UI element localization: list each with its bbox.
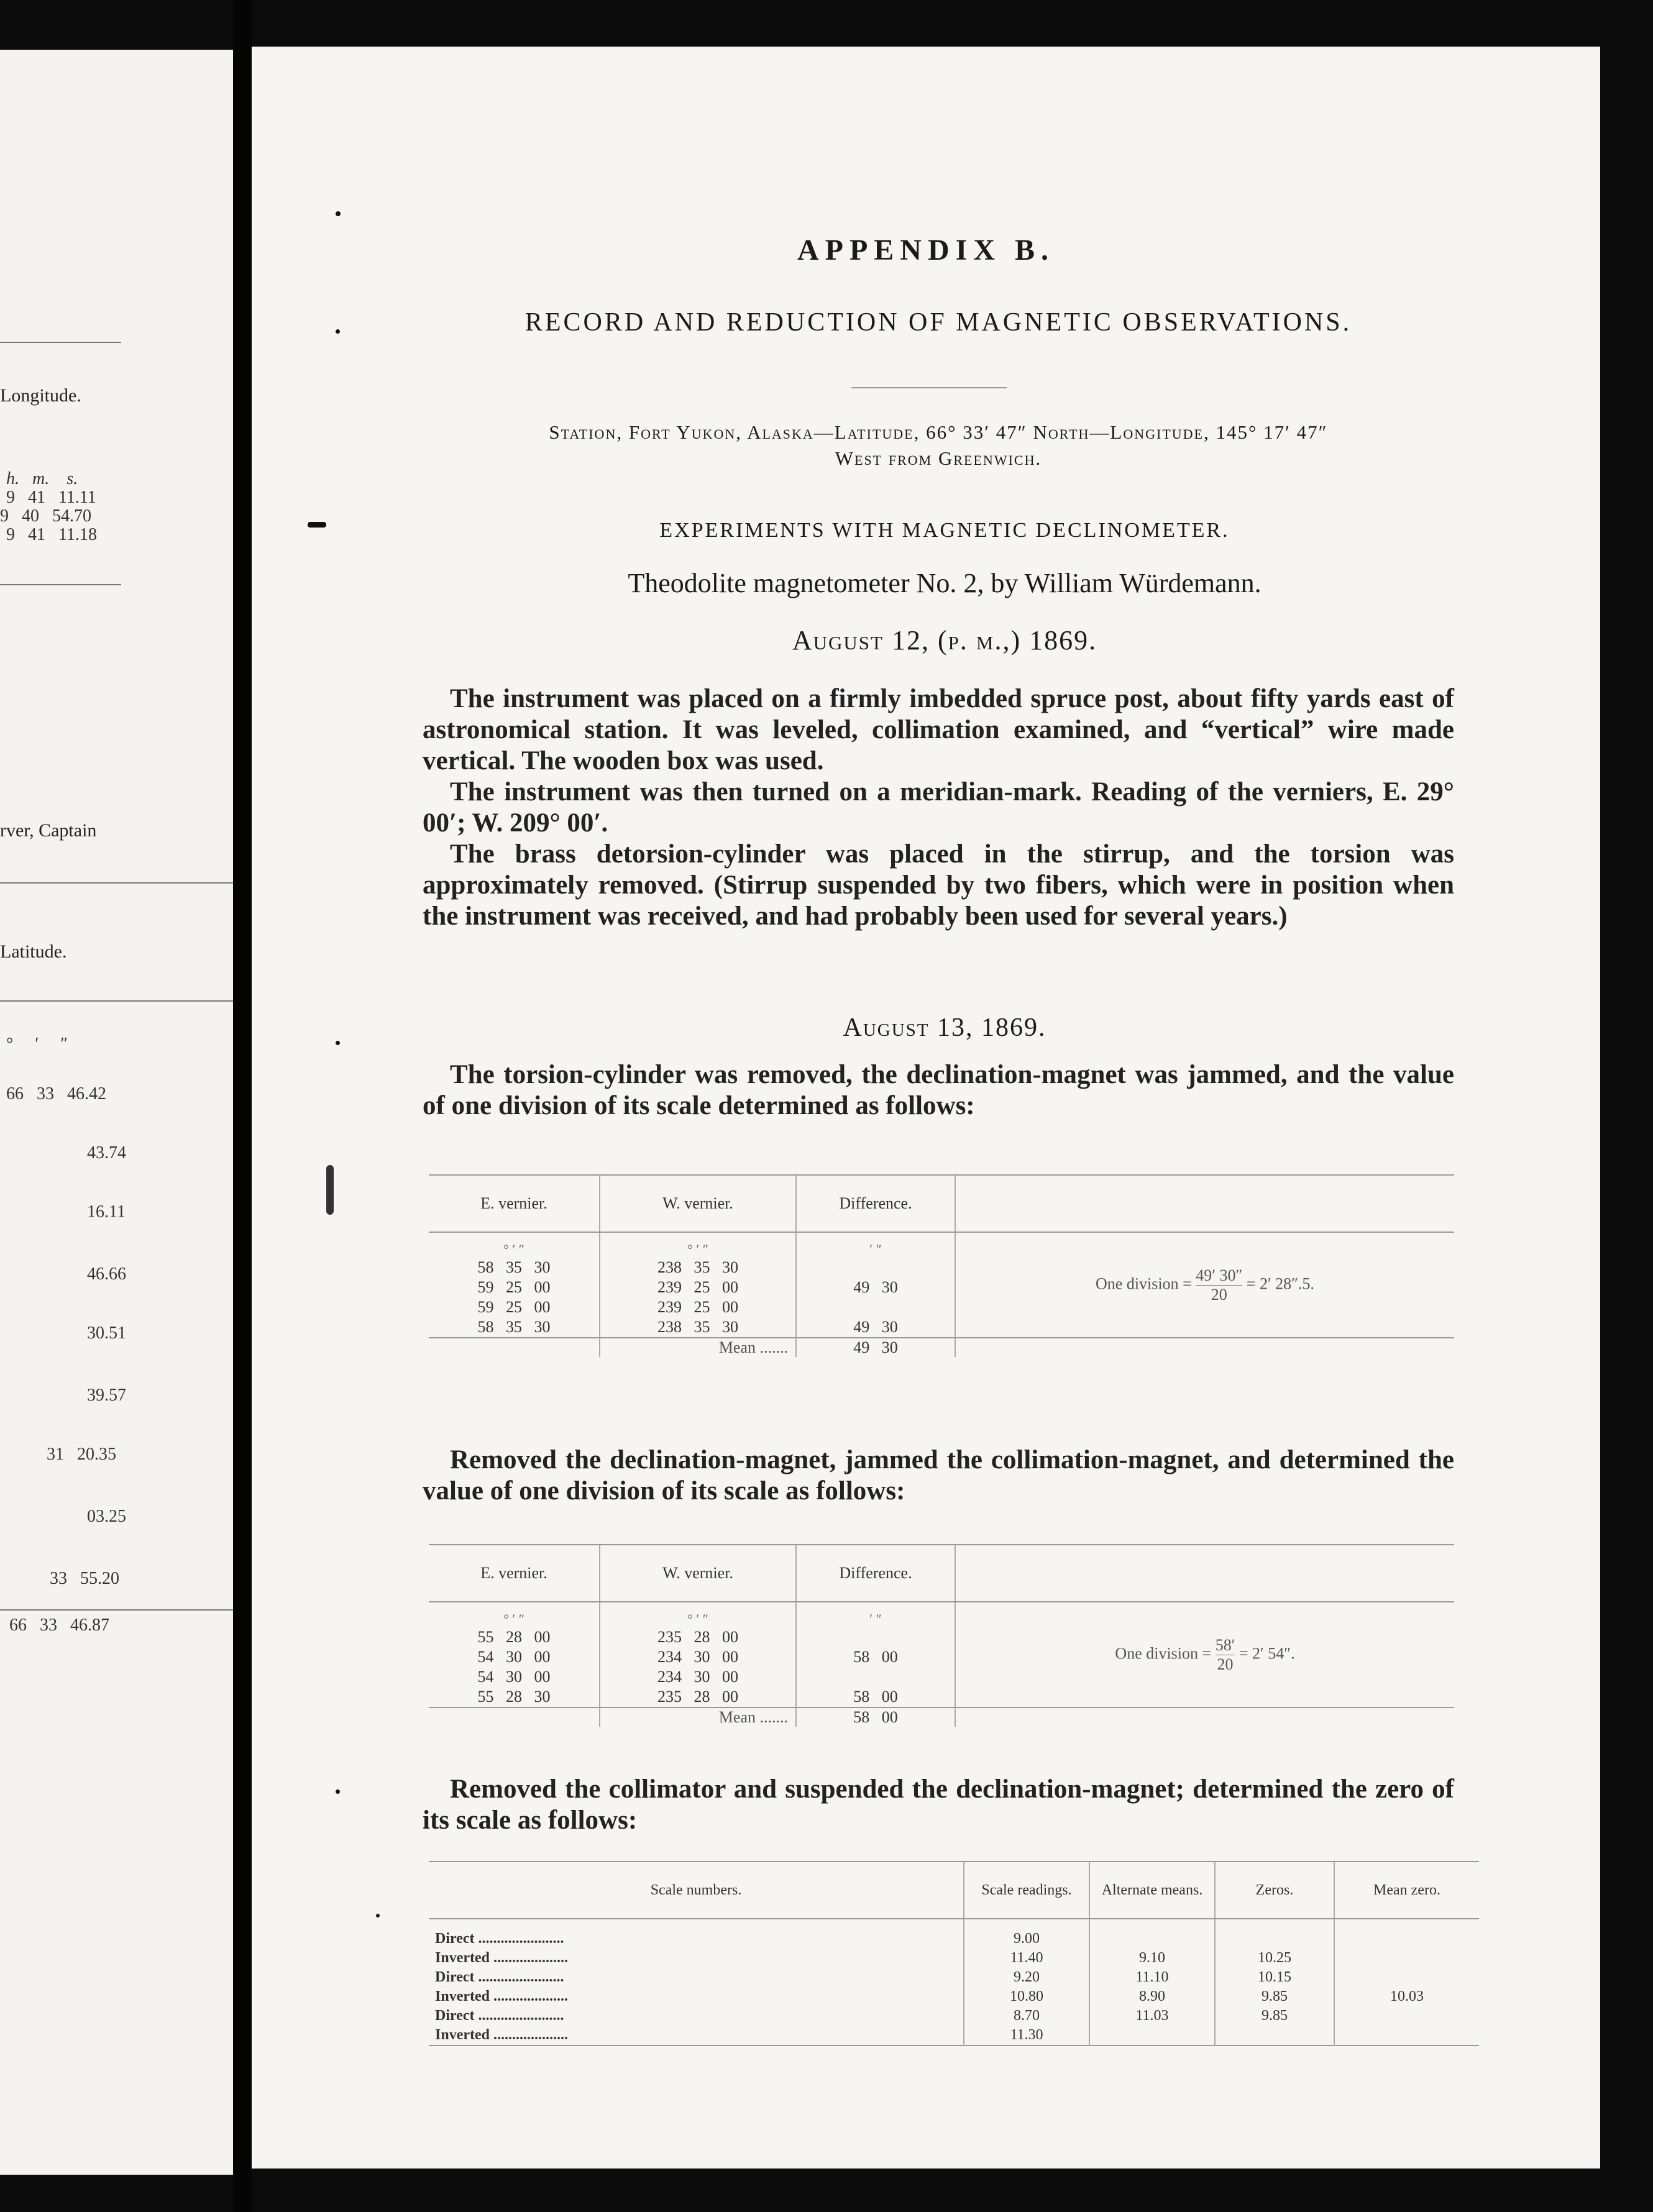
formula-denominator: 20 (1211, 1285, 1227, 1304)
paragraph: The torsion-cylinder was removed, the declination-magnet was jammed, and the value of one division of its scale determined as follows: (423, 1060, 1454, 1120)
latitude-value: 03.25 (87, 1507, 126, 1526)
one-division-formula (955, 1232, 1454, 1338)
latitude-header: Latitude. (0, 941, 67, 962)
scale-readings: 9.00 11.40 9.20 10.80 8.70 11.30 (964, 1919, 1089, 2045)
formula-label: One division = (1115, 1643, 1212, 1662)
unit-row: ′ ″ (869, 1241, 882, 1257)
page-gutter (233, 0, 252, 2212)
longitude-units: h. m. s. (6, 469, 78, 488)
formula-fraction (1196, 1266, 1242, 1304)
mean-label: Mean ....... (600, 1338, 796, 1357)
margin-mark (326, 1165, 334, 1215)
formula-denominator: 20 (1217, 1655, 1234, 1673)
facing-page (0, 50, 233, 2175)
formula-result: = 2′ 28″.5. (1246, 1274, 1314, 1292)
station-line (252, 419, 1600, 472)
column-header: E. vernier. (429, 1175, 600, 1232)
longitude-row: 9 41 11.11 (6, 488, 96, 507)
mean-zero: 10.03 (1334, 1919, 1479, 2045)
formula-numerator: 58′ (1215, 1635, 1235, 1654)
mean-label: Mean ....... (600, 1707, 796, 1727)
formula-numerator: 49′ 30″ (1196, 1266, 1243, 1284)
station-line-1: Station, Fort Yukon, Alaska—Latitude, 66° 33′ 47″ North—Longitude, 145° 17′ 47″ (549, 421, 1328, 443)
column-header: Alternate means. (1089, 1862, 1215, 1919)
divider (0, 342, 121, 343)
latitude-units: ° ′ ″ (6, 1035, 68, 1054)
scale-zero-table (429, 1861, 1479, 2046)
latitude-value: 16.11 (87, 1202, 126, 1222)
latitude-value: 33 55.20 (50, 1569, 119, 1588)
latitude-value: 46.66 (87, 1264, 126, 1284)
margin-mark (336, 1789, 340, 1794)
latitude-value: 66 33 46.42 (6, 1084, 106, 1104)
appendix-title: APPENDIX B. (797, 234, 1055, 267)
column-header: Scale numbers. (429, 1862, 964, 1919)
longitude-header: Longitude. (0, 385, 81, 406)
column-header: E. vernier. (429, 1545, 600, 1602)
e-vernier-values: 55 28 00 54 30 00 54 30 00 55 28 30 (477, 1628, 551, 1706)
paragraph: The instrument was then turned on a meridian-mark. Reading of the verniers, E. 29° 00′; W. 209° 00′. (423, 777, 1454, 838)
w-vernier-values: 235 28 00 234 30 00 234 30 00 235 28 00 (657, 1628, 738, 1706)
vernier-table-2 (429, 1544, 1454, 1727)
margin-mark (308, 522, 326, 528)
formula-result: = 2′ 54″. (1239, 1643, 1295, 1662)
mean-value: 49 30 (796, 1338, 955, 1357)
station-line-2: West from Greenwich. (835, 447, 1042, 469)
longitude-row: 9 40 54.70 (0, 506, 91, 526)
paragraph-block-3 (423, 1445, 1454, 1507)
one-division-formula (955, 1602, 1454, 1707)
divider (0, 882, 233, 884)
paragraph: Removed the collimator and suspended the declination-magnet; determined the zero of its scale as follows: (423, 1775, 1454, 1835)
latitude-value: 39.57 (87, 1386, 126, 1405)
margin-mark (336, 329, 340, 334)
section-title: RECORD AND REDUCTION OF MAGNETIC OBSERVATIONS. (524, 308, 1352, 337)
unit-row: ° ′ ″ (503, 1611, 524, 1627)
observer-text: rver, Captain (0, 820, 97, 841)
e-vernier-values: 58 35 30 59 25 00 59 25 00 58 35 30 (477, 1258, 551, 1336)
divider (0, 1000, 233, 1002)
scale-labels: Direct ....................... Inverted .................... Direct ....................... Inverted .................... Direct ....................... Inverted .................... (435, 1931, 568, 2043)
unit-row: ′ ″ (869, 1611, 882, 1627)
latitude-value: 31 20.35 (47, 1445, 116, 1464)
margin-mark (336, 1041, 340, 1045)
date-heading-1: August 12, (p. m.,) 1869. (792, 625, 1097, 656)
date-heading-2: August 13, 1869. (843, 1013, 1046, 1042)
unit-row: ° ′ ″ (687, 1611, 708, 1627)
experiments-heading: EXPERIMENTS WITH MAGNETIC DECLINOMETER. (659, 519, 1230, 542)
unit-row: ° ′ ″ (503, 1241, 524, 1257)
zeros: 10.25 10.15 9.85 9.85 (1215, 1919, 1334, 2045)
column-header: W. vernier. (600, 1545, 796, 1602)
column-header: Mean zero. (1334, 1862, 1479, 1919)
document-page (252, 47, 1600, 2169)
paragraph-block-4 (423, 1774, 1454, 1836)
unit-row: ° ′ ″ (687, 1241, 708, 1257)
latitude-value: 66 33 46.87 (9, 1616, 109, 1635)
column-header: Difference. (796, 1175, 955, 1232)
title-rule (851, 387, 1007, 388)
column-header: Difference. (796, 1545, 955, 1602)
column-header: Scale readings. (964, 1862, 1089, 1919)
formula-label: One division = (1096, 1274, 1192, 1292)
column-header: Zeros. (1215, 1862, 1334, 1919)
vernier-table-1 (429, 1174, 1454, 1357)
column-header: W. vernier. (600, 1175, 796, 1232)
longitude-row: 9 41 11.18 (6, 525, 97, 544)
margin-mark (336, 211, 341, 216)
difference-values: 49 30 49 30 (853, 1278, 898, 1336)
latitude-value: 43.74 (87, 1143, 126, 1163)
alternate-means: 9.10 11.10 8.90 11.03 (1089, 1919, 1215, 2045)
formula-fraction (1216, 1636, 1235, 1674)
paragraph-block-2 (423, 1059, 1454, 1122)
latitude-value: 30.51 (87, 1323, 126, 1343)
difference-values: 58 00 58 00 (853, 1648, 898, 1706)
w-vernier-values: 238 35 30 239 25 00 239 25 00 238 35 30 (657, 1258, 738, 1336)
margin-mark (376, 1914, 380, 1917)
paragraph-block-1 (423, 683, 1454, 932)
paragraph: The brass detorsion-cylinder was placed in the stirrup, and the torsion was approximately removed. (Stirrup suspended by two fibers, which were in position when the instrument was received, and had probably been used for several years.) (423, 839, 1454, 931)
divider (0, 1609, 233, 1611)
theodolite-heading: Theodolite magnetometer No. 2, by William Würdemann. (628, 568, 1262, 598)
divider (0, 584, 121, 585)
paragraph: Removed the declination-magnet, jammed the collimation-magnet, and determined the value of one division of its scale as follows: (423, 1445, 1454, 1506)
paragraph: The instrument was placed on a firmly imbedded spruce post, about fifty yards east of astronomical station. It was leveled, collimation examined, and “vertical” wire made vertical. The wooden box was used. (423, 684, 1454, 775)
mean-value: 58 00 (796, 1707, 955, 1727)
